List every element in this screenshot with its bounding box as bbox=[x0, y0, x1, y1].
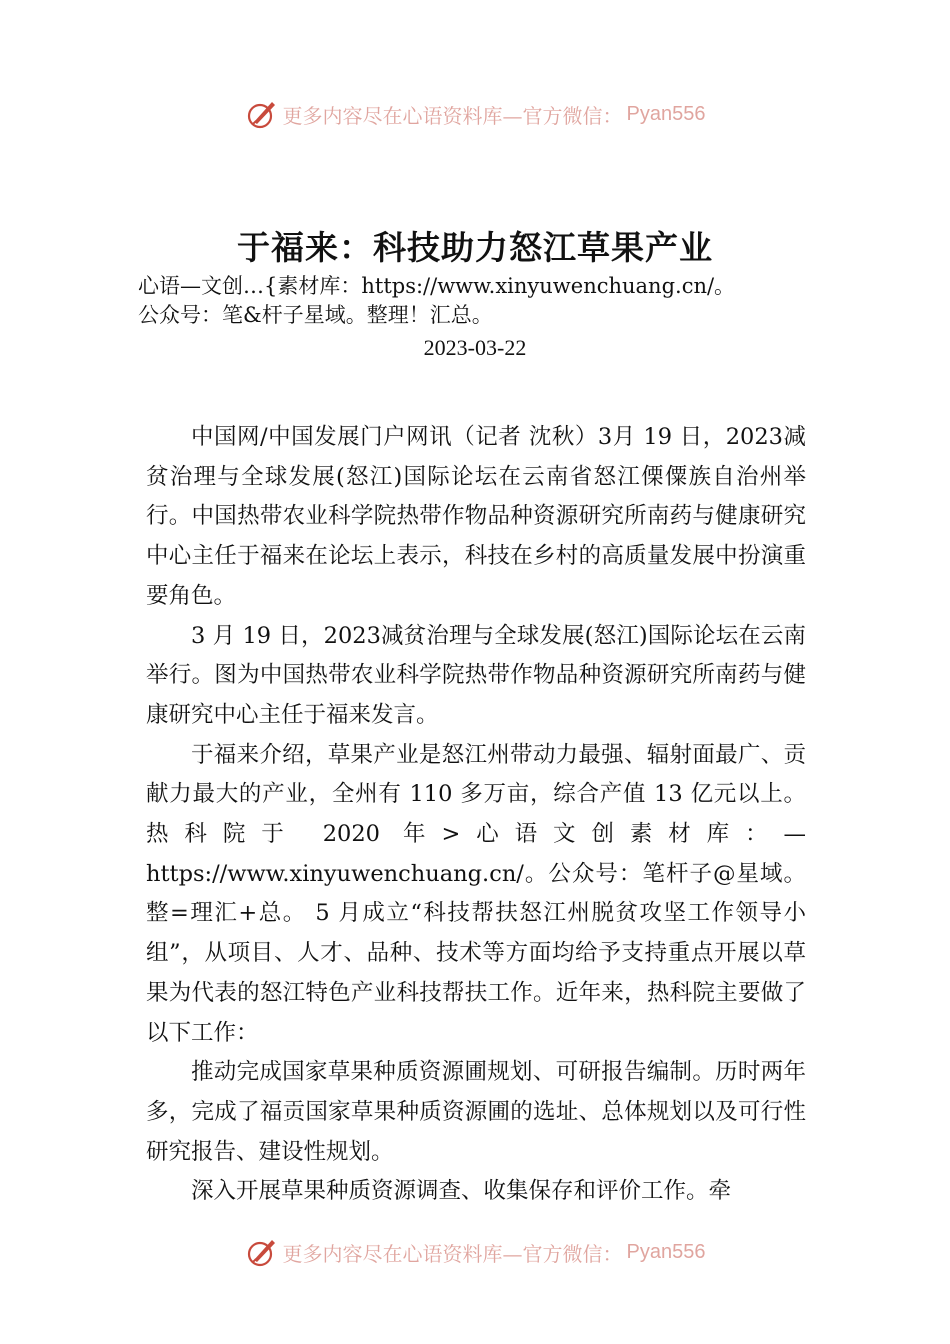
account-line: 公众号：笔&杆子星域。整理！汇总。 bbox=[138, 303, 493, 327]
paragraph: 于福来介绍，草果产业是怒江州带动力最强、辐射面最广、贡献力最大的产业，全州有 110 多万亩，综合产值 13 亿元以上。热科院于 2020 年>心语文创素材库：—https://www.xinyuwenchuang.cn/。公众号：笔杆子@星域。整=理汇+总。 5 月成立“科技帮扶怒江州脱贫攻坚工作领导小组”，从项目、人才、品种、技术等方面均给予支持重点开展以草果为代表的怒江特色产业科技帮扶工作。近年来，热科院主要做了以下工作： bbox=[146, 741, 806, 1046]
watermark-handle: Pyan556 bbox=[626, 1240, 706, 1263]
source-line: 心语—文创…{素材库：https://www.xinyuwenchuang.cn/。 bbox=[138, 274, 736, 298]
watermark-text: 更多内容尽在心语资料库—官方微信： bbox=[282, 1241, 623, 1266]
article-body bbox=[146, 418, 806, 1212]
paragraph: 中国网/中国发展门户网讯（记者 沈秋）3月 19 日，2023减贫治理与全球发展(怒江)国际论坛在云南省怒江傈僳族自治州举行。中国热带农业科学院热带作物品种资源研究所南药与健康研究中心主任于福来在论坛上表示，科技在乡村的高质量发展中扮演重要角色。 bbox=[146, 424, 806, 609]
publish-date: 2023-03-22 bbox=[423, 335, 527, 360]
paragraph: 深入开展草果种质资源调查、收集保存和评价工作。牵 bbox=[191, 1178, 732, 1205]
watermark-banner-bottom bbox=[0, 1232, 950, 1272]
paragraph: 3 月 19 日，2023减贫治理与全球发展(怒江)国际论坛在云南举行。图为中国热带农业科学院热带作物品种资源研究所南药与健康研究中心主任于福来发言。 bbox=[146, 622, 806, 728]
paragraph: 推动完成国家草果种质资源圃规划、可研报告编制。历时两年多，完成了福贡国家草果种质资源圃的选址、总体规划以及可行性研究报告、建设性规划。 bbox=[146, 1059, 806, 1165]
watermark-handle: Pyan556 bbox=[626, 102, 706, 125]
quill-pen-icon bbox=[245, 1235, 279, 1269]
watermark-banner-top bbox=[0, 94, 950, 134]
watermark-text: 更多内容尽在心语资料库—官方微信： bbox=[282, 103, 623, 128]
article-title: 于福来：科技助力怒江草果产业 bbox=[237, 228, 713, 267]
quill-pen-icon bbox=[245, 97, 279, 131]
